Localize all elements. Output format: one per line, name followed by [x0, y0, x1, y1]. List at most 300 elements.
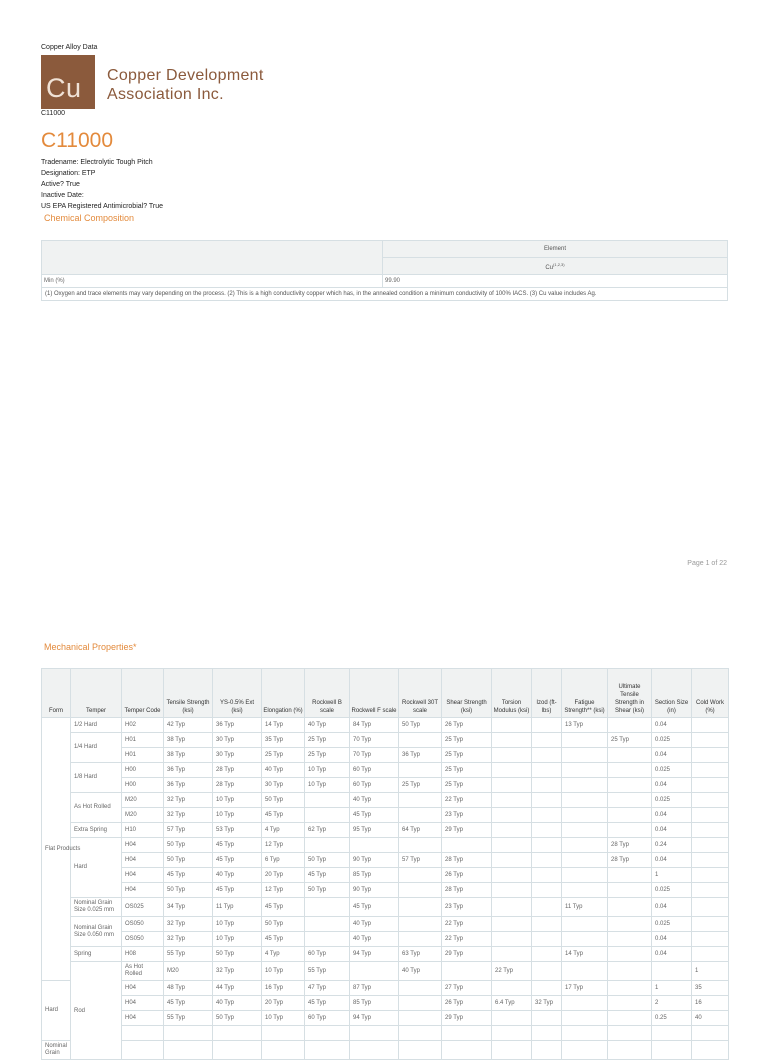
table-cell — [442, 1041, 492, 1060]
table-cell: 10 Typ — [262, 962, 305, 981]
table-cell: H02 — [122, 718, 164, 733]
table-header-row — [42, 669, 729, 718]
table-cell: 84 Typ — [350, 718, 399, 733]
table-cell — [350, 962, 399, 981]
table-cell: 40 — [692, 1011, 729, 1026]
table-cell — [608, 996, 652, 1011]
table-cell: 50 Typ — [305, 853, 350, 868]
table-cell: 6.4 Typ — [492, 996, 532, 1011]
table-cell: 45 Typ — [262, 898, 305, 917]
table-cell: 90 Typ — [350, 853, 399, 868]
table-cell: 45 Typ — [262, 808, 305, 823]
active-status: Active? True — [41, 181, 80, 188]
form-cell: Rod — [71, 962, 122, 1060]
table-cell — [492, 718, 532, 733]
table-cell — [692, 748, 729, 763]
table-cell — [164, 1026, 213, 1041]
table-row — [42, 868, 729, 883]
table-cell — [652, 1026, 692, 1041]
table-row — [42, 763, 729, 778]
table-cell: 23 Typ — [442, 808, 492, 823]
antimicrobial-status: US EPA Registered Antimicrobial? True — [41, 203, 164, 210]
table-row — [42, 838, 729, 853]
table-cell: 32 Typ — [164, 793, 213, 808]
table-row — [42, 898, 729, 917]
mechanical-properties-table — [41, 668, 729, 1060]
table-cell — [399, 917, 442, 932]
table-cell — [532, 898, 562, 917]
table-cell — [399, 1041, 442, 1060]
alloy-code-small: C11000 — [41, 110, 66, 117]
table-cell — [164, 1041, 213, 1060]
table-cell — [305, 1041, 350, 1060]
table-cell: 26 Typ — [442, 718, 492, 733]
table-cell — [562, 793, 608, 808]
temper-cell: Nominal Grain Size 0.050 mm — [71, 917, 122, 947]
table-cell: 85 Typ — [350, 996, 399, 1011]
table-cell: 27 Typ — [442, 981, 492, 996]
table-cell — [532, 947, 562, 962]
table-cell — [492, 853, 532, 868]
table-cell — [692, 838, 729, 853]
temper-cell: 1/8 Hard — [71, 763, 122, 793]
table-cell: 32 Typ — [164, 917, 213, 932]
table-cell: 32 Typ — [213, 962, 262, 981]
table-cell: 50 Typ — [164, 853, 213, 868]
table-cell — [692, 853, 729, 868]
table-cell — [608, 1011, 652, 1026]
table-cell: 57 Typ — [399, 853, 442, 868]
table-cell: 0.04 — [652, 853, 692, 868]
table-cell — [122, 1041, 164, 1060]
table-cell — [562, 733, 608, 748]
table-cell: H10 — [122, 823, 164, 838]
table-cell — [399, 868, 442, 883]
table-cell — [608, 763, 652, 778]
table-cell — [262, 1026, 305, 1041]
table-cell: 1 — [652, 981, 692, 996]
table-cell: 0.025 — [652, 793, 692, 808]
table-cell: 0.025 — [652, 763, 692, 778]
table-cell: 45 Typ — [213, 853, 262, 868]
table-cell — [305, 917, 350, 932]
table-cell: 47 Typ — [305, 981, 350, 996]
table-cell: 45 Typ — [262, 932, 305, 947]
table-cell: 95 Typ — [350, 823, 399, 838]
column-header: Cold Work (%) — [692, 669, 729, 718]
table-cell: 32 Typ — [532, 996, 562, 1011]
table-cell: 60 Typ — [305, 1011, 350, 1026]
table-cell: 22 Typ — [442, 917, 492, 932]
table-cell — [562, 868, 608, 883]
table-cell: 10 Typ — [213, 793, 262, 808]
table-cell — [692, 947, 729, 962]
table-cell: H04 — [122, 868, 164, 883]
table-cell — [532, 917, 562, 932]
temper-cell: Hard — [71, 838, 122, 898]
table-cell — [692, 733, 729, 748]
table-cell: 48 Typ — [164, 981, 213, 996]
table-cell: 14 Typ — [562, 947, 608, 962]
table-cell: 35 Typ — [262, 733, 305, 748]
table-cell — [692, 763, 729, 778]
table-cell: 28 Typ — [442, 853, 492, 868]
table-cell — [692, 868, 729, 883]
temper-cell: As Hot Rolled — [71, 793, 122, 823]
table-row — [42, 823, 729, 838]
table-cell — [399, 996, 442, 1011]
temper-cell: 1/4 Hard — [71, 733, 122, 763]
table-cell — [350, 1026, 399, 1041]
org-line-2: Association Inc. — [107, 86, 224, 103]
table-cell — [492, 1041, 532, 1060]
table-cell: 28 Typ — [213, 763, 262, 778]
table-cell: 35 — [692, 981, 729, 996]
table-cell — [305, 932, 350, 947]
table-cell: 10 Typ — [213, 917, 262, 932]
temper-cell: Hard — [42, 981, 71, 1041]
table-row — [42, 718, 729, 733]
table-cell — [305, 793, 350, 808]
mechanical-properties-title: Mechanical Properties* — [44, 642, 137, 652]
table-cell — [262, 1041, 305, 1060]
table-cell — [608, 962, 652, 981]
table-cell: 0.04 — [652, 778, 692, 793]
table-cell — [562, 838, 608, 853]
table-cell: 0.04 — [652, 748, 692, 763]
table-cell — [399, 763, 442, 778]
table-cell: 4 Typ — [262, 947, 305, 962]
table-cell — [532, 778, 562, 793]
table-cell: 30 Typ — [213, 733, 262, 748]
logo-symbol: Cu — [46, 73, 82, 103]
table-cell: 45 Typ — [164, 868, 213, 883]
table-cell — [562, 763, 608, 778]
table-cell: 16 — [692, 996, 729, 1011]
table-cell: 28 Typ — [442, 883, 492, 898]
table-cell: 36 Typ — [164, 763, 213, 778]
table-cell: OS050 — [122, 932, 164, 947]
table-cell: 25 Typ — [442, 733, 492, 748]
table-cell: 40 Typ — [350, 932, 399, 947]
table-cell: 50 Typ — [262, 917, 305, 932]
table-cell: 40 Typ — [262, 763, 305, 778]
table-cell: 45 Typ — [213, 883, 262, 898]
table-cell — [350, 1041, 399, 1060]
table-cell: H00 — [122, 778, 164, 793]
table-cell — [305, 898, 350, 917]
table-cell: 40 Typ — [305, 718, 350, 733]
inactive-date: Inactive Date: — [41, 192, 84, 199]
table-cell: H08 — [122, 947, 164, 962]
column-header: Form — [42, 669, 71, 718]
table-cell — [532, 733, 562, 748]
table-cell — [562, 883, 608, 898]
table-cell — [692, 1026, 729, 1041]
table-cell — [532, 1011, 562, 1026]
table-cell — [532, 1026, 562, 1041]
table-cell: 2 — [652, 996, 692, 1011]
element-footnote-ref: (1,2,3) — [553, 261, 565, 267]
cda-logo — [41, 55, 95, 109]
table-cell: 45 Typ — [305, 996, 350, 1011]
table-cell — [492, 947, 532, 962]
table-cell — [608, 823, 652, 838]
table-cell: 55 Typ — [305, 962, 350, 981]
column-header: Rockwell B scale — [305, 669, 350, 718]
table-cell — [692, 823, 729, 838]
table-cell: 0.04 — [652, 808, 692, 823]
table-cell: 28 Typ — [608, 838, 652, 853]
table-cell — [399, 793, 442, 808]
org-line-1: Copper Development — [107, 67, 264, 84]
table-cell — [399, 883, 442, 898]
page-number: Page 1 of 22 — [687, 560, 727, 567]
table-cell: 25 Typ — [305, 733, 350, 748]
table-cell — [492, 898, 532, 917]
table-cell: 0.04 — [652, 718, 692, 733]
table-cell: H04 — [122, 981, 164, 996]
table-cell — [608, 932, 652, 947]
table-row — [42, 981, 729, 996]
table-cell — [399, 808, 442, 823]
table-cell: 57 Typ — [164, 823, 213, 838]
table-cell — [305, 1026, 350, 1041]
table-cell — [562, 778, 608, 793]
table-cell — [652, 1041, 692, 1060]
table-cell — [492, 793, 532, 808]
table-cell: 50 Typ — [213, 947, 262, 962]
table-cell: 29 Typ — [442, 823, 492, 838]
table-cell — [492, 763, 532, 778]
table-cell: 22 Typ — [442, 793, 492, 808]
table-cell — [608, 917, 652, 932]
table-cell: 60 Typ — [350, 778, 399, 793]
table-row — [42, 1011, 729, 1026]
table-cell: 10 Typ — [305, 778, 350, 793]
table-cell — [532, 763, 562, 778]
table-cell: 32 Typ — [164, 932, 213, 947]
table-cell — [532, 838, 562, 853]
table-cell: 94 Typ — [350, 1011, 399, 1026]
table-cell — [692, 778, 729, 793]
table-cell — [532, 808, 562, 823]
table-cell — [532, 962, 562, 981]
table-row — [42, 853, 729, 868]
table-cell: 40 Typ — [213, 996, 262, 1011]
temper-cell: As Hot Rolled — [122, 962, 164, 981]
table-cell: 40 Typ — [399, 962, 442, 981]
table-row — [42, 733, 729, 748]
table-cell: 64 Typ — [399, 823, 442, 838]
table-cell — [492, 868, 532, 883]
table-cell — [213, 1026, 262, 1041]
table-cell: 50 Typ — [305, 883, 350, 898]
table-cell — [492, 838, 532, 853]
composition-footnote: (1) Oxygen and trace elements may vary depending on the process. (2) This is a high conductivity copper which has, in the annealed condition a minimum conductivity of 100% IACS. (3) Cu value includes Ag. — [42, 288, 728, 301]
column-header: Fatigue Strength** (ksi) — [562, 669, 608, 718]
table-cell — [492, 1026, 532, 1041]
row-label-min: Min (%) — [42, 275, 383, 288]
table-cell: 55 Typ — [164, 1011, 213, 1026]
table-cell — [562, 1011, 608, 1026]
table-row — [42, 917, 729, 932]
table-cell — [608, 793, 652, 808]
table-cell: 11 Typ — [562, 898, 608, 917]
table-cell: 45 Typ — [350, 808, 399, 823]
table-row — [42, 778, 729, 793]
table-cell — [692, 718, 729, 733]
temper-cell: Extra Spring — [71, 823, 122, 838]
temper-cell: Spring — [71, 947, 122, 962]
table-cell: 25 Typ — [442, 748, 492, 763]
table-cell: 36 Typ — [164, 778, 213, 793]
table-cell — [532, 868, 562, 883]
table-cell: 22 Typ — [492, 962, 532, 981]
table-cell — [562, 823, 608, 838]
table-cell: 32 Typ — [164, 808, 213, 823]
table-cell — [608, 883, 652, 898]
table-cell — [532, 793, 562, 808]
table-cell: 22 Typ — [442, 932, 492, 947]
table-cell: 60 Typ — [350, 763, 399, 778]
table-cell: 25 Typ — [399, 778, 442, 793]
table-cell: 0.25 — [652, 1011, 692, 1026]
table-cell: 0.24 — [652, 838, 692, 853]
table-cell — [399, 1011, 442, 1026]
table-cell — [562, 996, 608, 1011]
table-row — [42, 748, 729, 763]
table-cell: 53 Typ — [213, 823, 262, 838]
table-cell: 50 Typ — [399, 718, 442, 733]
table-cell: H01 — [122, 748, 164, 763]
table-cell — [692, 932, 729, 947]
table-cell: 90 Typ — [350, 883, 399, 898]
table-cell: 94 Typ — [350, 947, 399, 962]
element-header: Element — [383, 241, 728, 258]
table-cell: 62 Typ — [305, 823, 350, 838]
table-cell: 70 Typ — [350, 748, 399, 763]
table-cell: 1 — [652, 868, 692, 883]
table-cell: 0.04 — [652, 898, 692, 917]
table-cell — [562, 1041, 608, 1060]
chemical-composition-title: Chemical Composition — [44, 213, 135, 223]
table-cell: 0.025 — [652, 733, 692, 748]
table-cell — [608, 748, 652, 763]
table-cell — [692, 898, 729, 917]
form-cell: Flat Products — [42, 718, 71, 981]
table-cell: 10 Typ — [213, 808, 262, 823]
table-cell — [305, 808, 350, 823]
table-cell: 50 Typ — [262, 793, 305, 808]
table-cell: 14 Typ — [262, 718, 305, 733]
table-cell: 38 Typ — [164, 748, 213, 763]
table-cell: 10 Typ — [262, 1011, 305, 1026]
table-cell: 45 Typ — [305, 868, 350, 883]
table-cell: 26 Typ — [442, 868, 492, 883]
table-cell: 0.04 — [652, 947, 692, 962]
table-cell: 17 Typ — [562, 981, 608, 996]
table-cell — [399, 733, 442, 748]
table-cell: M20 — [122, 793, 164, 808]
table-cell — [492, 733, 532, 748]
table-cell: 87 Typ — [350, 981, 399, 996]
table-cell — [562, 932, 608, 947]
column-header: Temper — [71, 669, 122, 718]
table-row — [42, 996, 729, 1011]
table-cell: 23 Typ — [442, 898, 492, 917]
chemical-composition-table — [41, 240, 728, 301]
temper-cell: Nominal Grain Size 0.025 mm — [71, 898, 122, 917]
table-cell: 25 Typ — [305, 748, 350, 763]
table-cell — [399, 838, 442, 853]
table-corner — [42, 241, 383, 275]
table-cell: M20 — [122, 808, 164, 823]
table-cell: 40 Typ — [350, 917, 399, 932]
column-header: Izod (ft-lbs) — [532, 669, 562, 718]
table-cell: 25 Typ — [608, 733, 652, 748]
table-cell: M20 — [164, 962, 213, 981]
table-cell — [399, 1026, 442, 1041]
table-cell: 40 Typ — [350, 793, 399, 808]
table-cell: 28 Typ — [608, 853, 652, 868]
table-cell: 85 Typ — [350, 868, 399, 883]
table-cell — [532, 1041, 562, 1060]
table-cell: 6 Typ — [262, 853, 305, 868]
column-header: Tensile Strength (ksi) — [164, 669, 213, 718]
organization-name — [107, 66, 264, 104]
table-cell — [442, 838, 492, 853]
column-header: Ultimate Tensile Strength in Shear (ksi) — [608, 669, 652, 718]
element-symbol: Cu — [545, 264, 554, 271]
table-cell — [692, 1041, 729, 1060]
table-cell — [608, 778, 652, 793]
table-cell: 12 Typ — [262, 883, 305, 898]
table-cell — [492, 883, 532, 898]
table-cell: 36 Typ — [399, 748, 442, 763]
table-cell: 45 Typ — [350, 898, 399, 917]
table-row — [42, 808, 729, 823]
table-cell: 40 Typ — [213, 868, 262, 883]
table-cell — [692, 883, 729, 898]
table-cell: 50 Typ — [213, 1011, 262, 1026]
table-cell — [532, 981, 562, 996]
table-cell — [492, 917, 532, 932]
table-cell — [562, 748, 608, 763]
column-header: Torsion Modulus (ksi) — [492, 669, 532, 718]
table-cell — [492, 823, 532, 838]
table-cell — [492, 778, 532, 793]
table-cell — [532, 748, 562, 763]
table-cell: 36 Typ — [213, 718, 262, 733]
table-cell: 11 Typ — [213, 898, 262, 917]
table-cell: 42 Typ — [164, 718, 213, 733]
table-cell: 28 Typ — [213, 778, 262, 793]
table-row — [42, 932, 729, 947]
table-cell: 0.04 — [652, 932, 692, 947]
column-header: Section Size (in) — [652, 669, 692, 718]
table-row — [42, 947, 729, 962]
table-cell — [399, 981, 442, 996]
table-cell: 60 Typ — [305, 947, 350, 962]
column-header: YS-0.5% Ext (ksi) — [213, 669, 262, 718]
element-cu-header — [383, 258, 728, 275]
table-cell: 25 Typ — [442, 778, 492, 793]
table-cell: 50 Typ — [164, 838, 213, 853]
column-header: Rockwell 30T scale — [399, 669, 442, 718]
table-cell — [399, 898, 442, 917]
table-cell: 45 Typ — [164, 996, 213, 1011]
